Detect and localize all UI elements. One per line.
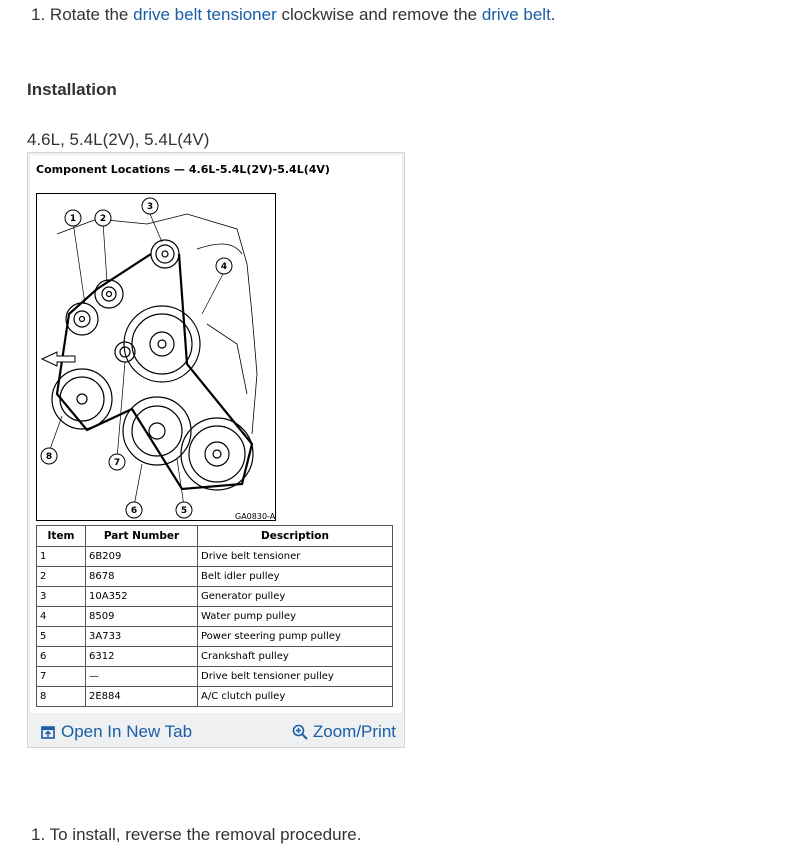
part-number-cell: 8509 bbox=[86, 607, 198, 627]
figure-actions bbox=[28, 715, 404, 747]
callout-5 bbox=[176, 502, 192, 518]
table-row bbox=[37, 567, 393, 587]
table-row bbox=[37, 647, 393, 667]
part-number-cell: — bbox=[86, 667, 198, 687]
drive-belt-link[interactable]: drive belt bbox=[481, 5, 551, 24]
item-cell: 5 bbox=[37, 627, 86, 647]
item-cell: 8 bbox=[37, 687, 86, 707]
engine-label: 4.6L, 5.4L(2V), 5.4L(4V) bbox=[27, 130, 210, 149]
header-item: Item bbox=[37, 526, 86, 547]
svg-text:5: 5 bbox=[180, 506, 188, 516]
description-cell: Generator pulley bbox=[198, 587, 393, 607]
item-cell: 6 bbox=[37, 647, 86, 667]
part-number-cell: 6312 bbox=[86, 647, 198, 667]
svg-text:1: 1 bbox=[69, 214, 77, 224]
component-locations-figure bbox=[27, 152, 405, 748]
part-number-cell: 6B209 bbox=[86, 547, 198, 567]
step-number: 1. bbox=[31, 825, 46, 844]
description-cell: Drive belt tensioner pulley bbox=[198, 667, 393, 687]
parts-table bbox=[36, 525, 393, 707]
figure-content bbox=[30, 155, 402, 713]
item-cell: 3 bbox=[37, 587, 86, 607]
callout-8 bbox=[41, 448, 57, 464]
callout-1 bbox=[65, 210, 81, 226]
description-cell: Belt idler pulley bbox=[198, 567, 393, 587]
item-cell: 7 bbox=[37, 667, 86, 687]
part-number-cell: 3A733 bbox=[86, 627, 198, 647]
item-cell: 2 bbox=[37, 567, 86, 587]
removal-step-1 bbox=[31, 5, 556, 25]
step-text-before: Rotate the bbox=[49, 5, 129, 24]
part-number-cell: 8678 bbox=[86, 567, 198, 587]
step-text-after: . bbox=[550, 5, 556, 24]
description-cell: Drive belt tensioner bbox=[198, 547, 393, 567]
svg-text:8: 8 bbox=[45, 452, 53, 462]
part-number-cell: 10A352 bbox=[86, 587, 198, 607]
step-number: 1. bbox=[31, 5, 46, 24]
item-cell: 4 bbox=[37, 607, 86, 627]
open-in-new-tab-link[interactable] bbox=[40, 722, 192, 742]
zoom-in-icon bbox=[292, 724, 308, 740]
table-row bbox=[37, 587, 393, 607]
table-row bbox=[37, 607, 393, 627]
drive-belt-tensioner-link[interactable]: drive belt tensioner bbox=[133, 5, 277, 24]
belt-routing-diagram bbox=[36, 193, 276, 521]
callout-6 bbox=[126, 502, 142, 518]
table-header-row bbox=[37, 526, 393, 547]
svg-text:6: 6 bbox=[130, 506, 138, 516]
part-number-cell: 2E884 bbox=[86, 687, 198, 707]
description-cell: Water pump pulley bbox=[198, 607, 393, 627]
svg-text:4: 4 bbox=[220, 262, 228, 272]
svg-text:2: 2 bbox=[99, 214, 107, 224]
header-description: Description bbox=[198, 526, 393, 547]
header-part-number: Part Number bbox=[86, 526, 198, 547]
open-in-new-tab-label: Open In New Tab bbox=[61, 722, 193, 741]
zoom-print-label: Zoom/Print bbox=[312, 722, 396, 741]
description-cell: A/C clutch pulley bbox=[198, 687, 393, 707]
table-row bbox=[37, 547, 393, 567]
diagram-code: GA0830-A bbox=[235, 512, 276, 521]
step-text-middle: clockwise and remove the bbox=[281, 5, 478, 24]
callout-4 bbox=[216, 258, 232, 274]
svg-text:3: 3 bbox=[146, 202, 154, 212]
figure-title: Component Locations — 4.6L-5.4L(2V)-5.4L(4V) bbox=[36, 163, 330, 176]
table-row bbox=[37, 667, 393, 687]
description-cell: Crankshaft pulley bbox=[198, 647, 393, 667]
item-cell: 1 bbox=[37, 547, 86, 567]
callout-3 bbox=[142, 198, 158, 214]
svg-text:7: 7 bbox=[113, 458, 121, 468]
callout-2 bbox=[95, 210, 111, 226]
belt-diagram-svg bbox=[37, 194, 275, 520]
installation-step-1 bbox=[31, 825, 361, 845]
open-in-new-tab-icon bbox=[40, 724, 56, 740]
installation-heading: Installation bbox=[27, 80, 117, 99]
zoom-print-link[interactable] bbox=[292, 722, 396, 742]
step-text: To install, reverse the removal procedure. bbox=[49, 825, 362, 844]
table-row bbox=[37, 627, 393, 647]
table-row bbox=[37, 687, 393, 707]
callout-7 bbox=[109, 454, 125, 470]
description-cell: Power steering pump pulley bbox=[198, 627, 393, 647]
